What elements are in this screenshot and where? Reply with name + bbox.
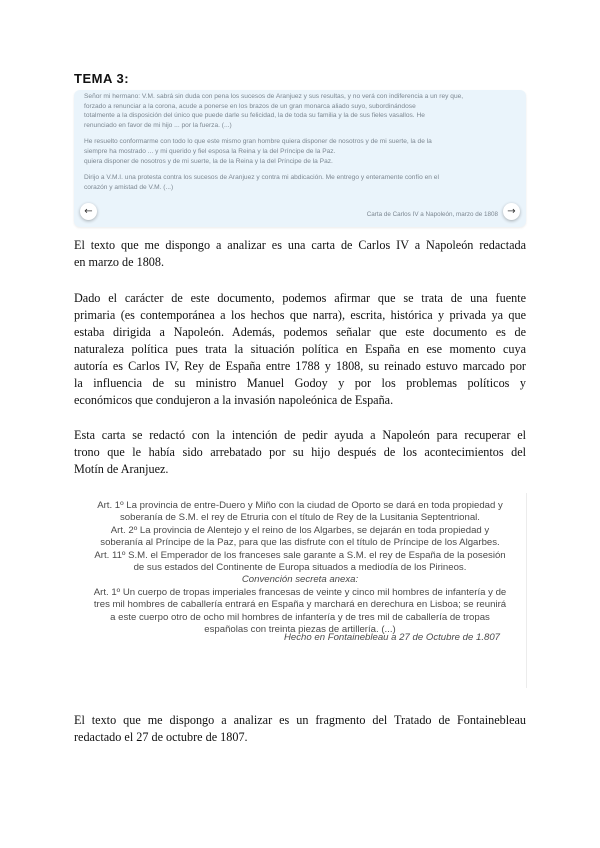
text-line: en marzo de 1808. [74,255,165,269]
treaty-line: soberanía de S.M. el rey de Etruria con el título de Rey de la Lusitania Septentrional. [120,512,480,524]
letter-line: renunciado en favor de mi hijo ... por la fuerza. (...) [84,121,232,129]
letter-line: Señor mi hermano: V.M. sabrá sin duda con pena los sucesos de Aranjuez y sus resultas, y no verá con indiferencia a un rey que, [84,93,464,100]
text-line: redactado el 27 de octubre de 1807. [74,730,248,744]
letter-paragraph-1 [74,90,526,130]
letter-line: totalmente a la disposición del único que puede darle su felicidad, la de toda su familia y la de sus fieles vasallos. He [84,112,425,120]
treaty-line: Art. 2º La provincia de Alentejo y el reino de los Algarbes, se dejarán en toda propiedad y [110,524,490,536]
arrow-right-icon: → [507,206,516,217]
text-line: económicos que condujeron a la invasión napoleónica de España. [74,393,394,407]
treaty-image [74,493,527,688]
paragraph-letter-intention [74,427,526,478]
text-line: El texto que me dispongo a analizar es un fragmento del Tratado de Fontainebleau [74,713,526,727]
treaty-subheading: Convención secreta anexa: [241,574,359,586]
letter-line: Dirijo a V.M.I. una protesta contra los sucesos de Aranjuez y contra mi abdicación. Me entrego y enteramente confío en el [84,174,439,182]
text-line: primaria (es contemporánea a los hechos que narra), escrita, histórica y privada ya que [74,308,526,322]
paragraph-intro-treaty [74,712,526,746]
treaty-line: tres mil hombres de caballería entrará en España y marchará en derechura en Lisboa; se reunirá [93,599,507,611]
treaty-signature: Hecho en Fontainebleau a 27 de Octubre de 1.807 [283,632,500,643]
treaty-line: soberanía al Príncipe de la Paz, para que las disfrute con el título de Príncipe de los Algarbes. [100,537,500,549]
text-line: Motín de Aranjuez. [74,462,169,476]
letter-line: He resuelto conformarme con todo lo que este mismo gran hombre quiera disponer de nosotros y de mi suerte, la de la [84,138,432,146]
letter-line: corazón y amistad de V.M. (...) [84,183,174,191]
carousel-next-button[interactable] [503,203,520,220]
text-line: autoría es Carlos IV, Rey de España entre 1788 y 1808, su reinado estuvo marcado por [74,359,526,373]
treaty-line: Art. 1º La provincia de entre-Duero y Miño con la ciudad de Oporto se dará en toda propiedad y [97,500,503,511]
treaty-line: a este cuerpo otro de ocho mil hombres de infantería y de tres mil de caballería de tropas [110,611,490,623]
text-line: la influencia de su ministro Manuel Godoy y por los problemas políticos y [74,376,526,390]
treaty-line: españolas con treinta piezas de artillería. (...) [204,624,396,636]
text-line: Dado el carácter de este documento, podemos afirmar que se trata de una fuente [74,291,526,305]
letter-image-carousel [74,90,526,227]
treaty-line: Art. 1º Un cuerpo de tropas imperiales francesas de veinte y cinco mil hombres de infantería y de [93,586,507,598]
treaty-line: de sus estados del Continente de Europa situados a mediodía de los Pirineos. [133,562,467,574]
text-line: estaba dirigida a Napoleón. Además, podemos señalar que este documento es de [74,325,526,339]
letter-line: forzado a renunciar a la corona, acude a ponerse en los brazos de un gran monarca aliado suyo, subordinándose [84,102,416,110]
arrow-left-icon: ← [84,206,93,217]
letter-line: quiera disponer de nosotros y de mi suerte, la de la Reina y la del Príncipe de la Paz. [84,157,333,165]
treaty-line: Art. 11º S.M. el Emperador de los franceses sale garante a S.M. el rey de España de la posesión [94,549,506,561]
letter-paragraph-2 [74,130,526,166]
paragraph-document-character [74,290,526,409]
carousel-prev-button[interactable] [80,203,97,220]
text-line: naturaleza política pues trata la situación política en España en ese momento cuya [74,342,526,356]
text-line: El texto que me dispongo a analizar es una carta de Carlos IV a Napoleón redactada [74,238,526,252]
paragraph-intro-letter [74,237,526,271]
text-line: Esta carta se redactó con la intención de pedir ayuda a Napoleón para recuperar el [74,428,526,442]
letter-paragraph-3 [74,166,526,192]
letter-line: siempre ha mostrado ... y mi querido y fiel esposa la Reina y la del Príncipe de la Paz. [84,147,336,155]
text-line: trono que le había sido arrebatado por su hijo después de los acontecimientos del [74,445,526,459]
page-heading: TEMA 3: [74,71,130,86]
letter-caption: Carta de Carlos IV a Napoleón, marzo de 1808 [366,211,498,218]
